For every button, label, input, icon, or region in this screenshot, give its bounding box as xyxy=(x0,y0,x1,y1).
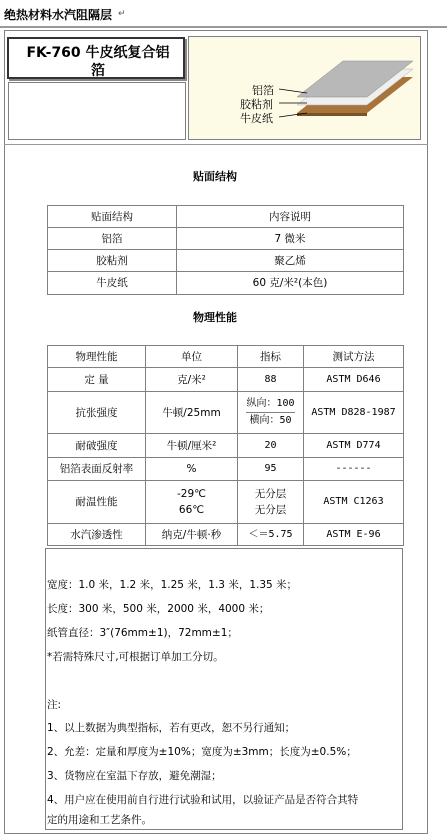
prop-row-2-value: 20 xyxy=(237,433,304,458)
prop-row-0-name: 定 量 xyxy=(47,367,146,392)
prop-row-3-unit: % xyxy=(145,457,238,481)
page-title: 绝热材料水汽阻隔层 xyxy=(4,8,113,22)
header-bar xyxy=(0,0,447,28)
product-title-line1: FK-760 牛皮纸复合铝 xyxy=(26,45,170,61)
note-4-line1: 4、用户应在使用前自行进行试验和试用，以验证产品是否符合其特 xyxy=(47,794,359,806)
product-title-line2: 箔 xyxy=(91,63,105,79)
prop-row-2-unit: 牛顿/厘米² xyxy=(145,433,238,458)
prop-header-1: 单位 xyxy=(145,345,238,368)
layer-illustration xyxy=(189,37,420,139)
prop-row-1-method: ASTM D828-1987 xyxy=(303,391,404,434)
spec-custom-size: *若需特殊尺寸,可根据订单加工分切。 xyxy=(47,651,224,663)
prop-row-1-value-longitudinal: 纵向：100 xyxy=(246,396,294,413)
note-4-line2: 定的用途和工艺条件。 xyxy=(47,814,152,826)
prop-row-5-unit: 纳克/牛顿·秒 xyxy=(145,523,238,546)
structure-row-1-name: 胶粘剂 xyxy=(47,249,177,272)
layer-label-foil: 铝箔 xyxy=(252,84,274,97)
note-3: 3、货物应在室温下存放，避免潮湿； xyxy=(47,770,222,782)
prop-row-0-unit: 克/米² xyxy=(145,367,238,392)
prop-row-4-method: ASTM C1263 xyxy=(303,480,404,524)
prop-row-3-method: ------ xyxy=(303,457,404,481)
prop-row-4-unit-low: -29℃ xyxy=(177,488,206,500)
layer-label-kraft: 牛皮纸 xyxy=(240,112,273,125)
prop-row-1-name: 抗张强度 xyxy=(47,391,146,434)
note-2: 2、允差：定量和厚度为±10%；宽度为±3mm；长度为±0.5%； xyxy=(47,746,357,758)
prop-header-0: 物理性能 xyxy=(47,345,146,368)
notes-title: 注: xyxy=(47,699,62,711)
layer-illustration-panel xyxy=(188,36,421,140)
prop-row-4-value-low: 无分层 xyxy=(254,488,287,500)
prop-row-4-value xyxy=(237,480,304,524)
prop-row-1-unit: 牛顿/25mm xyxy=(145,391,238,434)
prop-row-0-value: 88 xyxy=(237,367,304,392)
structure-heading: 贴面结构 xyxy=(193,170,237,183)
prop-row-5-method: ASTM E-96 xyxy=(303,523,404,546)
prop-row-3-value: 95 xyxy=(237,457,304,481)
structure-row-1-desc: 聚乙烯 xyxy=(176,249,404,272)
prop-row-4-unit-high: 66℃ xyxy=(178,504,205,516)
spec-length: 长度：300 米，500 米，2000 米，4000 米； xyxy=(47,603,270,615)
product-title-box xyxy=(7,37,185,79)
prop-row-4-unit xyxy=(145,480,238,524)
prop-row-4-name: 耐温性能 xyxy=(47,480,146,524)
note-1: 1、以上数据为典型指标，若有更改，恕不另行通知； xyxy=(47,722,296,734)
structure-row-0-name: 铝箔 xyxy=(47,227,177,250)
structure-header-1: 内容说明 xyxy=(176,205,404,228)
structure-row-2-name: 牛皮纸 xyxy=(47,271,177,295)
structure-row-2-desc: 60 克/米²(本色) xyxy=(176,271,404,295)
spec-core-diameter: 纸管直径：3″(76mm±1)，72mm±1； xyxy=(47,627,238,639)
structure-header-0: 贴面结构 xyxy=(47,205,177,228)
prop-row-3-name: 铝箔表面反射率 xyxy=(47,457,146,481)
prop-row-4-value-high: 无分层 xyxy=(254,504,287,516)
prop-row-2-method: ASTM D774 xyxy=(303,433,404,458)
prop-row-5-name: 水汽渗透性 xyxy=(47,523,146,546)
prop-row-0-method: ASTM D646 xyxy=(303,367,404,392)
properties-heading: 物理性能 xyxy=(193,311,237,324)
prop-row-1-value xyxy=(237,391,304,434)
layer-label-adhesive: 胶粘剂 xyxy=(240,98,273,111)
prop-header-2: 指标 xyxy=(237,345,304,368)
divider xyxy=(4,144,428,145)
structure-row-0-desc: 7 微米 xyxy=(176,227,404,250)
prop-row-5-value: ＜＝5.75 xyxy=(237,523,304,546)
spec-width: 宽度：1.0 米，1.2 米，1.25 米，1.3 米，1.35 米； xyxy=(47,579,298,591)
return-mark: ↵ xyxy=(118,9,126,19)
prop-row-2-name: 耐破强度 xyxy=(47,433,146,458)
prop-header-3: 测试方法 xyxy=(303,345,404,368)
blank-box xyxy=(8,82,186,140)
prop-row-1-value-transverse: 横向：50 xyxy=(249,415,292,426)
